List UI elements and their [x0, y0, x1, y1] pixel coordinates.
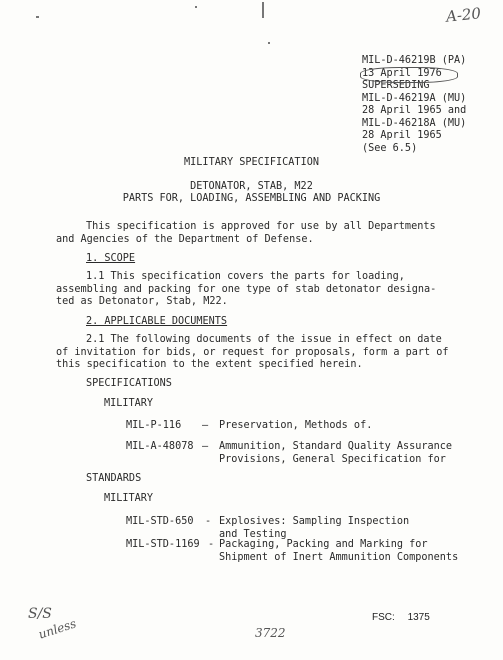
dash: - — [205, 516, 212, 527]
stray-mark — [195, 6, 197, 8]
subtitle-line-1: DETONATOR, STAB, M22 — [190, 181, 313, 192]
handwritten-page-number: 3722 — [255, 626, 286, 640]
paragraph-line: 2.1 The following documents of the issue in effect on date — [86, 334, 442, 345]
fsc-value: 1375 — [407, 612, 430, 623]
paragraph-line: ted as Detonator, Stab, M22. — [56, 296, 228, 307]
spec-item-id: MIL-P-116 — [126, 420, 182, 431]
doc-id-line: 28 April 1965 — [362, 130, 442, 141]
date-circle-annotation — [360, 67, 458, 83]
desc-line: Explosives: Sampling Inspection — [219, 516, 410, 527]
applicable-paragraph — [56, 334, 449, 372]
scope-heading: 1. SCOPE — [86, 253, 136, 264]
subtitle-line-2: PARTS FOR, LOADING, ASSEMBLING AND PACKING — [122, 193, 381, 204]
doc-id-line: 28 April 1965 and — [362, 105, 467, 116]
desc-line: and Testing — [219, 528, 287, 540]
dash: – — [202, 441, 209, 452]
handwritten-ss: S/S — [28, 606, 52, 622]
dash: – — [202, 420, 209, 431]
specifications-label: SPECIFICATIONS — [86, 378, 172, 389]
desc-line: Packaging, Packing and Marking for — [219, 539, 428, 550]
corner-annotation: A-20 — [445, 4, 482, 26]
spec-item-desc — [219, 441, 452, 466]
section-heading-applicable-documents — [86, 316, 227, 329]
desc-line: Provisions, General Specification for — [219, 453, 446, 465]
paragraph-line: 1.1 This specification covers the parts for loading, — [86, 271, 405, 282]
handwritten-unless: unless — [36, 616, 78, 642]
military-label: MILITARY — [104, 398, 154, 409]
stray-mark — [262, 2, 264, 18]
paragraph-line: of invitation for bids, or request for proposals, form a part of — [56, 346, 449, 358]
spec-item-desc: Preservation, Methods of. — [219, 420, 373, 431]
doc-id-line: MIL-D-46219B (PA) — [362, 55, 467, 66]
paragraph-line: assembling and packing for one type of stab detonator designa- — [56, 283, 437, 295]
military-label: MILITARY — [104, 493, 154, 504]
stray-mark — [36, 16, 39, 18]
approval-paragraph — [56, 221, 436, 246]
paragraph-line: and Agencies of the Department of Defense. — [56, 233, 314, 245]
spec-item-id: MIL-A-48078 — [126, 441, 194, 452]
paragraph-line: this specification to the extent specified herein. — [56, 359, 363, 370]
page-title: MILITARY SPECIFICATION — [184, 157, 319, 168]
desc-line: Shipment of Inert Ammunition Components — [219, 551, 459, 563]
std-item-desc — [219, 516, 409, 541]
scope-paragraph — [56, 271, 436, 309]
std-item-desc — [219, 539, 458, 564]
section-heading-scope — [86, 253, 135, 266]
fsc-label: FSC: — [372, 612, 395, 623]
std-item-id: MIL-STD-1169 — [126, 539, 200, 550]
desc-line: Ammunition, Standard Quality Assurance — [219, 441, 453, 452]
stray-mark — [268, 42, 270, 44]
doc-id-line: SUPERSEDING — [362, 80, 430, 91]
std-item-id: MIL-STD-650 — [126, 516, 194, 527]
paragraph-line: This specification is approved for use by all Departments — [86, 221, 436, 232]
applicable-heading: 2. APPLICABLE DOCUMENTS — [86, 316, 228, 327]
dash: - — [208, 539, 215, 550]
doc-id-line: (See 6.5) — [362, 142, 418, 154]
doc-id-line: 13 April 1976 — [362, 67, 442, 79]
doc-id-line: MIL-D-46218A (MU) — [362, 117, 467, 129]
doc-id-line: MIL-D-46219A (MU) — [362, 92, 467, 104]
fsc-block — [372, 612, 430, 623]
standards-label: STANDARDS — [86, 473, 142, 484]
